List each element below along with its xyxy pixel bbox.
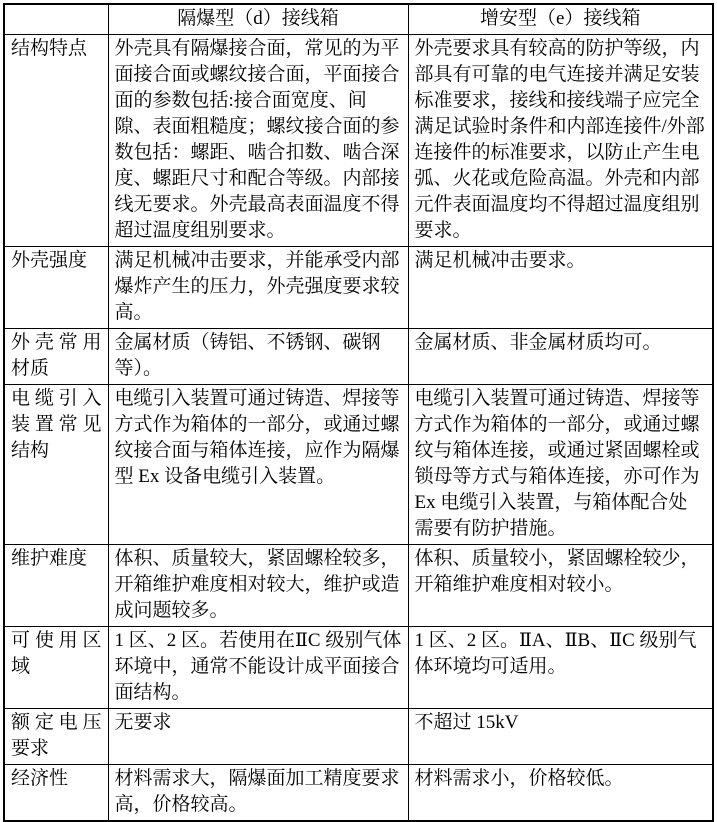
table-row — [4, 765, 713, 822]
cell-enclosure-strength-d: 满足机械冲击要求，并能承受内部爆炸产生的压力，外壳强度要求较高。 — [108, 247, 408, 329]
cell-usable-zones-e: 1 区、2 区。ⅡA、ⅡB、ⅡC 级别气体环境均可适用。 — [408, 627, 713, 709]
row-label-economy: 经济性 — [4, 765, 108, 822]
table-row — [4, 385, 713, 545]
row-label-cable-entry-structure: 电缆引入装置常见结构 — [4, 385, 108, 545]
table-row — [4, 329, 713, 385]
cell-cable-entry-structure-d: 电缆引入装置可通过铸造、焊接等方式作为箱体的一部分，或通过螺纹接合面与箱体连接，应作为隔爆型 Ex 设备电缆引入装置。 — [108, 385, 408, 545]
cell-rated-voltage-e: 不超过 15kV — [408, 709, 713, 765]
cell-maintenance-difficulty-e: 体积、质量较小，紧固螺栓较少，开箱维护难度相对较小。 — [408, 545, 713, 627]
row-label-rated-voltage: 额定电压要求 — [4, 709, 108, 765]
table-header-row — [4, 4, 713, 35]
row-label-maintenance-difficulty: 维护难度 — [4, 545, 108, 627]
table-row — [4, 545, 713, 627]
corner-cell — [4, 4, 108, 35]
cell-common-materials-d: 金属材质（铸铝、不锈钢、碳钢等）。 — [108, 329, 408, 385]
cell-cable-entry-structure-e: 电缆引入装置可通过铸造、焊接等方式作为箱体的一部分，或通过螺纹与箱体连接，或通过紧固螺栓或锁母等方式与箱体连接，亦可作为 Ex 电缆引入装置，与箱体配合处需要有防护措施。 — [408, 385, 713, 545]
table-row — [4, 247, 713, 329]
cell-structure-features-d: 外壳具有隔爆接合面，常见的为平面接合面或螺纹接合面，平面接合面的参数包括:接合面宽度、间隙、表面粗糙度；螺纹接合面的参数包括：螺距、啮合扣数、啮合深度、螺距尺寸和配合等级。内部接线无要求。外壳最高表面温度不得超过温度组别要求。 — [108, 35, 408, 247]
cell-maintenance-difficulty-d: 体积、质量较大，紧固螺栓较多，开箱维护难度相对较大，维护或造成问题较多。 — [108, 545, 408, 627]
cell-common-materials-e: 金属材质、非金属材质均可。 — [408, 329, 713, 385]
cell-structure-features-e: 外壳要求具有较高的防护等级，内部具有可靠的电气连接并满足安装标准要求，接线和接线端子应完全满足试验时条件和内部连接件/外部连接件的标准要求，以防止产生电弧、火花或危险高温。外壳和内部元件表面温度均不得超过温度组别要求。 — [408, 35, 713, 247]
cell-enclosure-strength-e: 满足机械冲击要求。 — [408, 247, 713, 329]
column-header-increased-safety-e: 增安型（e）接线箱 — [408, 4, 713, 35]
cell-rated-voltage-d: 无要求 — [108, 709, 408, 765]
junction-box-comparison-table — [3, 3, 714, 822]
column-header-flameproof-d: 隔爆型（d）接线箱 — [108, 4, 408, 35]
cell-economy-e: 材料需求小，价格较低。 — [408, 765, 713, 822]
row-label-enclosure-strength: 外壳强度 — [4, 247, 108, 329]
table-row — [4, 709, 713, 765]
cell-economy-d: 材料需求大，隔爆面加工精度要求高，价格较高。 — [108, 765, 408, 822]
table-row — [4, 627, 713, 709]
cell-usable-zones-d: 1 区、2 区。若使用在ⅡC 级别气体环境中，通常不能设计成平面接合面结构。 — [108, 627, 408, 709]
table-row — [4, 35, 713, 247]
row-label-usable-zones: 可使用区域 — [4, 627, 108, 709]
row-label-common-materials: 外壳常用材质 — [4, 329, 108, 385]
row-label-structure-features: 结构特点 — [4, 35, 108, 247]
